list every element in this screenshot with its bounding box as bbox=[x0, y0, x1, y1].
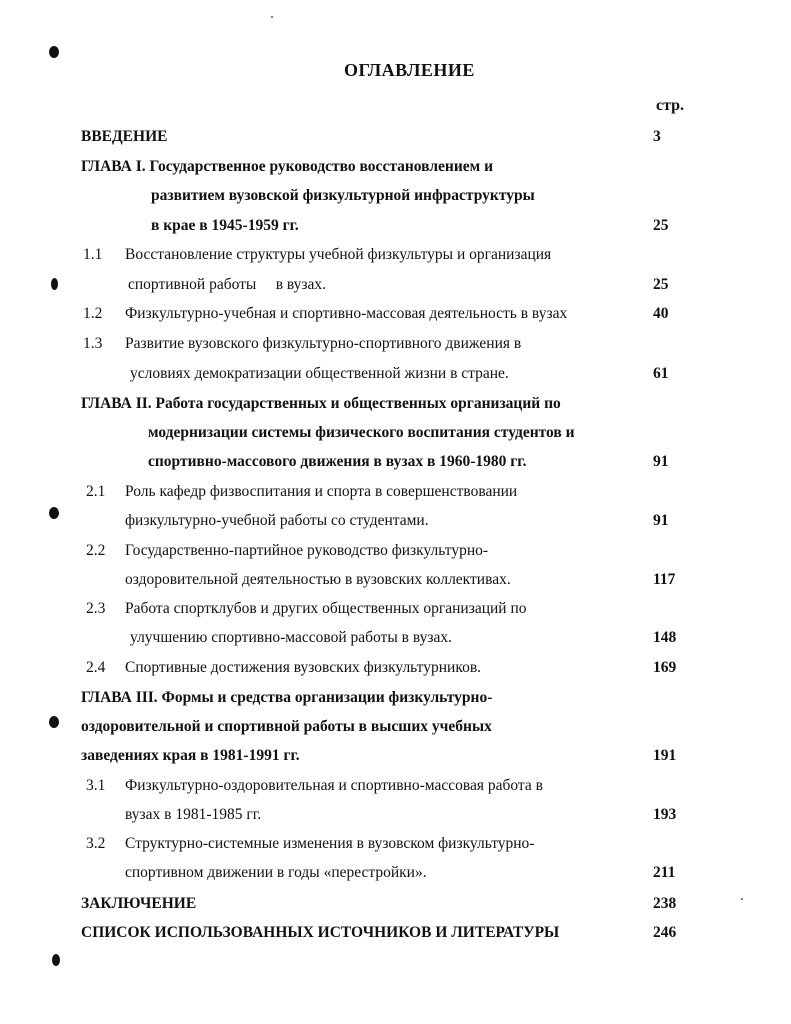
punch-hole bbox=[49, 507, 59, 519]
toc-section-line: спортивной работы в вузах. bbox=[128, 276, 327, 293]
toc-section-line: Развитие вузовского физкультурно-спортивного движения в bbox=[125, 335, 522, 352]
page-number: 40 bbox=[653, 305, 669, 322]
page-number: 193 bbox=[653, 806, 677, 823]
toc-section-line: вузах в 1981-1985 гг. bbox=[125, 806, 262, 823]
toc-section-line: улучшению спортивно-массовой работы в вузах. bbox=[130, 629, 452, 646]
toc-chapter-1-line: в крае в 1945-1959 гг. bbox=[151, 217, 299, 234]
section-number: 3.2 bbox=[86, 835, 106, 852]
toc-chapter-3-line: ГЛАВА III. Формы и средства организации физкультурно- bbox=[81, 689, 493, 706]
toc-heading-bibliography: СПИСОК ИСПОЛЬЗОВАННЫХ ИСТОЧНИКОВ И ЛИТЕРАТУРЫ bbox=[81, 924, 560, 941]
toc-section-line: условиях демократизации общественной жизни в стране. bbox=[130, 365, 509, 382]
toc-section-line: спортивном движении в годы «перестройки». bbox=[125, 864, 427, 881]
toc-chapter-2-line: ГЛАВА II. Работа государственных и общественных организаций по bbox=[81, 395, 561, 412]
toc-section-line: Структурно-системные изменения в вузовском физкультурно- bbox=[125, 835, 535, 852]
page-number: 117 bbox=[653, 571, 676, 588]
section-number: 2.1 bbox=[86, 483, 106, 500]
punch-hole bbox=[49, 716, 59, 728]
page-number: 91 bbox=[653, 512, 669, 529]
toc-chapter-2-line: модернизации системы физического воспитания студентов и bbox=[148, 424, 575, 441]
toc-chapter-3-line: оздоровительной и спортивной работы в высших учебных bbox=[81, 718, 492, 735]
toc-section-line: Работа спортклубов и других общественных организаций по bbox=[125, 600, 527, 617]
section-number: 2.4 bbox=[86, 659, 106, 676]
toc-section-line: Роль кафедр физвоспитания и спорта в совершенствовании bbox=[125, 483, 518, 500]
scan-speck bbox=[271, 16, 273, 18]
toc-chapter-1-line: развитием вузовской физкультурной инфраструктуры bbox=[151, 187, 535, 204]
toc-section-line: Физкультурно-учебная и спортивно-массовая деятельность в вузах bbox=[125, 305, 568, 322]
page-number: 238 bbox=[653, 895, 677, 912]
punch-hole bbox=[49, 46, 59, 58]
section-number: 1.1 bbox=[83, 246, 103, 263]
toc-section-line: Государственно-партийное руководство физкультурно- bbox=[125, 542, 489, 559]
section-number: 1.3 bbox=[83, 335, 103, 352]
page-number: 169 bbox=[653, 659, 677, 676]
page-number: 61 bbox=[653, 365, 669, 382]
toc-chapter-2-line: спортивно-массового движения в вузах в 1960-1980 гг. bbox=[148, 453, 527, 470]
page-number: 3 bbox=[653, 128, 661, 145]
page-number: 191 bbox=[653, 747, 677, 764]
toc-heading-introduction: ВВЕДЕНИЕ bbox=[81, 128, 168, 145]
section-number: 3.1 bbox=[86, 777, 106, 794]
scan-speck bbox=[741, 898, 743, 900]
toc-section-line: оздоровительной деятельностью в вузовских коллективах. bbox=[125, 571, 511, 588]
page-number: 246 bbox=[653, 924, 677, 941]
punch-hole bbox=[51, 278, 58, 290]
section-number: 1.2 bbox=[83, 305, 103, 322]
page-number: 25 bbox=[653, 276, 669, 293]
page-column-header: стр. bbox=[656, 97, 685, 114]
page-number: 25 bbox=[653, 217, 669, 234]
toc-section-line: Спортивные достижения вузовских физкультурников. bbox=[125, 659, 482, 676]
toc-heading-conclusion: ЗАКЛЮЧЕНИЕ bbox=[81, 895, 197, 912]
page-number: 91 bbox=[653, 453, 669, 470]
page-title: ОГЛАВЛЕНИЕ bbox=[344, 60, 475, 80]
section-number: 2.3 bbox=[86, 600, 106, 617]
section-number: 2.2 bbox=[86, 542, 106, 559]
page-number: 148 bbox=[653, 629, 677, 646]
toc-section-line: Физкультурно-оздоровительная и спортивно-массовая работа в bbox=[125, 777, 543, 794]
toc-chapter-1-line: ГЛАВА I. Государственное руководство восстановлением и bbox=[81, 158, 494, 175]
toc-section-line: Восстановление структуры учебной физкультуры и организация bbox=[125, 246, 552, 263]
toc-section-line: физкультурно-учебной работы со студентами. bbox=[125, 512, 429, 529]
page-number: 211 bbox=[653, 864, 676, 881]
toc-chapter-3-line: заведениях края в 1981-1991 гг. bbox=[81, 747, 300, 764]
punch-hole bbox=[52, 954, 60, 966]
